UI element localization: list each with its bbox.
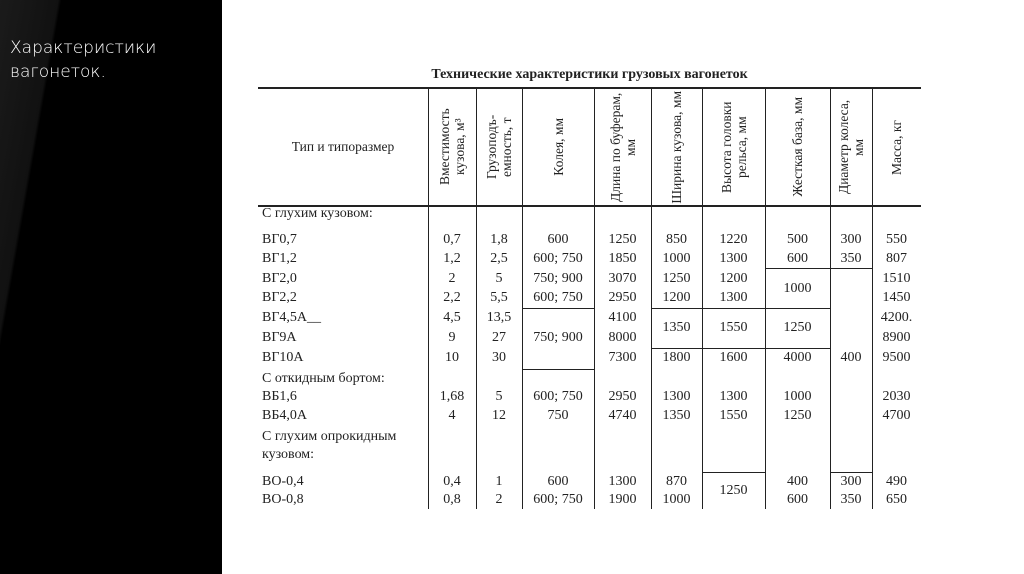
row-type: ВГ1,2 bbox=[262, 251, 297, 266]
table-cell: 27 bbox=[492, 330, 506, 345]
table-cell: 350 bbox=[840, 492, 862, 507]
table-cell: 1350 bbox=[662, 408, 691, 423]
table-cell: 550 bbox=[886, 232, 907, 247]
column-header bbox=[702, 90, 765, 204]
column-header bbox=[522, 90, 594, 204]
table-cell: 300 bbox=[840, 232, 862, 247]
column-header-label: Масса, кг bbox=[889, 119, 904, 175]
row-type: ВБ4,0А bbox=[262, 408, 307, 423]
merged-cell: 1000 bbox=[783, 280, 812, 296]
column-header-label: Высота головки рельса, мм bbox=[718, 101, 749, 193]
row-type: ВГ10А bbox=[262, 350, 304, 365]
table-cell: 1250 bbox=[662, 271, 691, 286]
table-cell: 807 bbox=[886, 251, 907, 266]
column-header-label: Диаметр колеса, мм bbox=[836, 99, 866, 195]
table-cell: 600; 750 bbox=[533, 492, 583, 507]
table-cell: 600; 750 bbox=[533, 389, 583, 404]
table-cell: 9 bbox=[448, 330, 456, 345]
column-header-label: Колея, мм bbox=[550, 118, 566, 176]
table-top-rule bbox=[258, 87, 921, 89]
merged-cell: 1250 bbox=[719, 483, 748, 498]
table-cell: 5 bbox=[495, 389, 503, 404]
column-header bbox=[830, 90, 872, 204]
table-cell: 1850 bbox=[608, 251, 637, 266]
table-cell: 8900 bbox=[882, 330, 911, 345]
table-cell: 3070 bbox=[608, 271, 637, 286]
column-header bbox=[765, 90, 830, 204]
table-cell: 4700 bbox=[882, 408, 911, 423]
table-cell: 600; 750 bbox=[533, 251, 583, 266]
column-header bbox=[428, 90, 476, 204]
table-cell: 2950 bbox=[608, 389, 637, 404]
group-label: С откидным бортом: bbox=[262, 371, 385, 386]
merged-cell: 1350 bbox=[662, 320, 691, 335]
table-cell: 1000 bbox=[662, 492, 691, 507]
table-cell: 1600 bbox=[719, 350, 748, 365]
table-cell: 12 bbox=[492, 408, 506, 423]
table-cell: 600 bbox=[787, 251, 808, 266]
table-cell: 2030 bbox=[882, 389, 911, 404]
rule bbox=[522, 308, 594, 309]
merged-cell: 1550 bbox=[719, 320, 748, 335]
table-cell: 850 bbox=[666, 232, 687, 247]
table-cell: 7300 bbox=[608, 350, 637, 365]
table-cell: 1300 bbox=[719, 290, 748, 305]
table-cell: 1250 bbox=[783, 408, 812, 423]
column-header bbox=[872, 90, 921, 204]
table-cell: 500 bbox=[787, 232, 808, 247]
title-panel bbox=[0, 0, 222, 574]
table-cell: 750; 900 bbox=[533, 271, 583, 286]
table-cell: 400 bbox=[787, 474, 808, 489]
row-type: ВО-0,8 bbox=[262, 492, 304, 507]
row-type: ВГ2,2 bbox=[262, 290, 297, 305]
table-cell: 2950 bbox=[608, 290, 637, 305]
group-label: кузовом: bbox=[262, 447, 315, 462]
table-cell: 1220 bbox=[719, 232, 748, 247]
table-cell: 0,4 bbox=[443, 474, 461, 489]
table-cell: 1550 bbox=[719, 408, 748, 423]
table-cell: 1450 bbox=[882, 290, 911, 305]
rule bbox=[651, 308, 830, 309]
table-cell: 1,2 bbox=[443, 251, 461, 266]
table-cell: 2 bbox=[448, 271, 456, 286]
table-cell: 1200 bbox=[719, 271, 748, 286]
rule bbox=[522, 369, 594, 370]
table-cell: 750 bbox=[547, 408, 569, 423]
table-cell: 1,8 bbox=[490, 232, 508, 247]
table-cell: 4000 bbox=[783, 350, 812, 365]
table-cell: 13,5 bbox=[486, 310, 512, 325]
table-cell: 4740 bbox=[608, 408, 637, 423]
table-cell: 1,68 bbox=[439, 389, 465, 404]
merged-cell: 750; 900 bbox=[533, 330, 583, 345]
table-cell: 10 bbox=[445, 350, 459, 365]
rule bbox=[651, 348, 830, 349]
table-cell: 1300 bbox=[719, 389, 748, 404]
column-header-label: Вместимость кузова, м³ bbox=[437, 108, 467, 186]
table-cell: 1000 bbox=[662, 251, 691, 266]
group-label: С глухим опрокидным bbox=[262, 429, 397, 444]
row-type: ВГ0,7 bbox=[262, 232, 297, 247]
table-cell: 1300 bbox=[662, 389, 691, 404]
table-cell: 4,5 bbox=[443, 310, 461, 325]
column-header bbox=[476, 90, 522, 204]
table-cell: 1250 bbox=[608, 232, 637, 247]
column-header-label: Грузоподъ-емность, т bbox=[484, 114, 514, 180]
rule bbox=[765, 268, 872, 269]
row-type: ВБ1,6 bbox=[262, 389, 297, 404]
column-header-label: Тип и типоразмер bbox=[291, 139, 395, 154]
group-label: С глухим кузовом: bbox=[262, 206, 373, 221]
column-header-label: Длина по буферам, мм bbox=[607, 92, 638, 202]
table-cell: 350 bbox=[840, 251, 862, 266]
table-cell: 2 bbox=[495, 492, 503, 507]
table-cell: 1 bbox=[495, 474, 503, 489]
table-cell: 600 bbox=[787, 492, 808, 507]
table-cell: 0,8 bbox=[443, 492, 461, 507]
table-cell: 1800 bbox=[662, 350, 691, 365]
table-cell: 1300 bbox=[719, 251, 748, 266]
table-cell: 2,2 bbox=[443, 290, 461, 305]
column-header bbox=[651, 90, 702, 204]
table-cell: 300 bbox=[840, 474, 862, 489]
row-type: ВГ2,0 bbox=[262, 271, 297, 286]
column-header bbox=[594, 90, 651, 204]
table-cell: 650 bbox=[886, 492, 907, 507]
table-cell: 600 bbox=[547, 474, 569, 489]
rule bbox=[702, 472, 765, 473]
table-cell: 600 bbox=[547, 232, 569, 247]
table-cell: 30 bbox=[492, 350, 506, 365]
table-cell: 4 bbox=[448, 408, 456, 423]
row-type: ВГ9А bbox=[262, 330, 297, 345]
table-cell: 1200 bbox=[662, 290, 691, 305]
rule bbox=[830, 472, 872, 473]
table-cell: 9500 bbox=[882, 350, 911, 365]
slide-title: Характеристики вагонеток. bbox=[10, 38, 157, 82]
table-cell: 400 bbox=[840, 350, 862, 365]
row-type: ВО-0,4 bbox=[262, 474, 304, 489]
table-cell: 5,5 bbox=[490, 290, 508, 305]
table-cell: 8000 bbox=[608, 330, 637, 345]
table-cell: 870 bbox=[666, 474, 687, 489]
table-cell: 1900 bbox=[608, 492, 637, 507]
table-cell: 5 bbox=[495, 271, 503, 286]
column-header-label: Жесткая база, мм bbox=[790, 97, 805, 197]
table-cell: 1510 bbox=[882, 271, 911, 286]
table-cell: 1000 bbox=[783, 389, 812, 404]
table-cell: 4100 bbox=[608, 310, 637, 325]
table-title: Технические характеристики грузовых вагонеток bbox=[431, 67, 748, 82]
table-cell: 1300 bbox=[608, 474, 637, 489]
table-cell: 600; 750 bbox=[533, 290, 583, 305]
table-cell: 4200. bbox=[880, 310, 913, 325]
merged-cell: 1250 bbox=[783, 320, 812, 335]
column-header bbox=[258, 90, 428, 204]
column-header-label: Ширина кузова, мм bbox=[669, 90, 684, 204]
table-cell: 0,7 bbox=[443, 232, 461, 247]
table-cell: 2,5 bbox=[490, 251, 508, 266]
row-type: ВГ4,5А__ bbox=[262, 310, 322, 325]
table-cell: 490 bbox=[886, 474, 907, 489]
